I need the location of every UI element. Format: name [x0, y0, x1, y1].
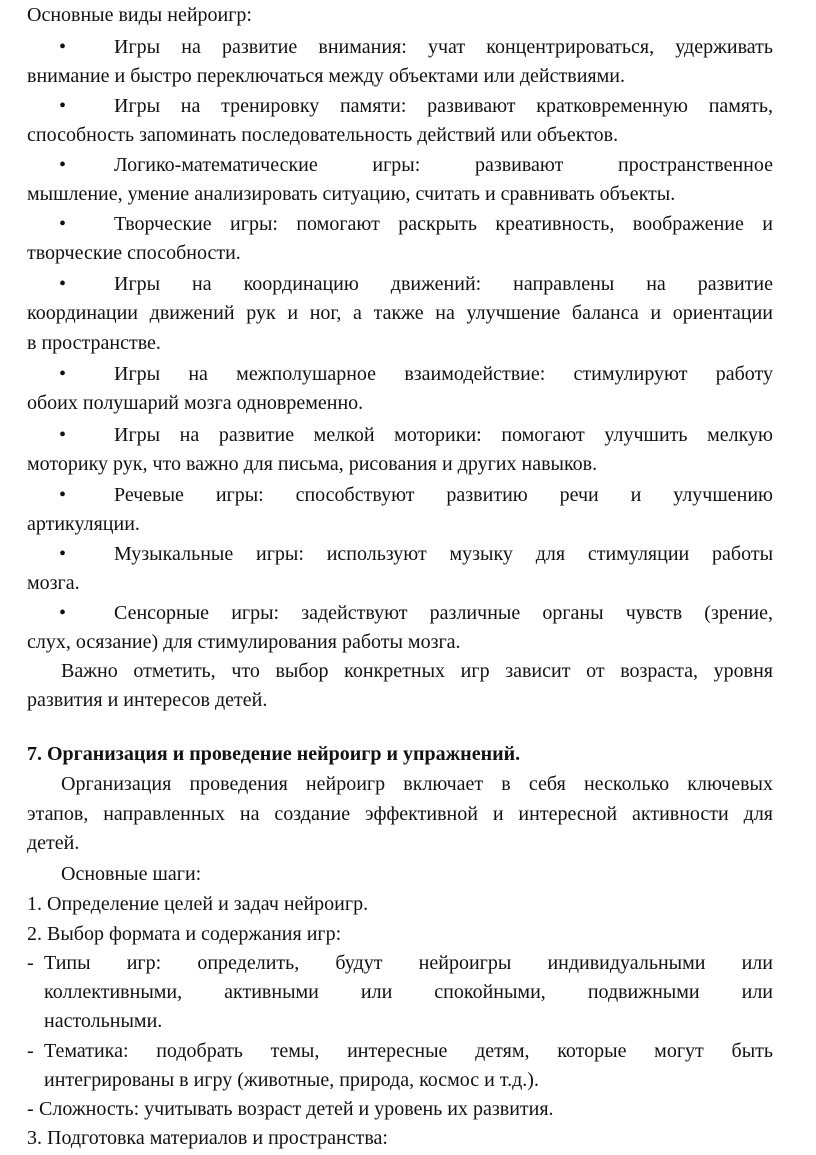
bullet-symbol: • — [59, 36, 67, 58]
intro-text: Основные виды нейроигр: — [27, 4, 252, 26]
bullet-symbol: • — [59, 543, 67, 565]
dash-symbol: - — [27, 1040, 34, 1062]
bullet-symbol: • — [59, 424, 67, 446]
bullet-symbol: • — [59, 484, 67, 506]
section-heading: 7. Организация и проведение нейроигр и упражнений. — [27, 743, 521, 765]
step-3: 3. Подготовка материалов и пространства: — [27, 1127, 388, 1149]
bullet-symbol: • — [59, 602, 67, 624]
dash-symbol: - — [27, 1098, 34, 1120]
step-2: 2. Выбор формата и содержания игр: — [27, 923, 342, 945]
bullet-symbol: • — [59, 154, 67, 176]
bullet-symbol: • — [59, 95, 67, 117]
bullet-symbol: • — [59, 363, 67, 385]
bullet-symbol: • — [59, 213, 67, 235]
steps-label: Основные шаги: — [61, 863, 202, 885]
section-paragraph: Организация проведения нейроигр включает в себя несколько ключевых — [61, 773, 773, 795]
bullet-symbol: • — [59, 273, 67, 295]
dash-symbol: - — [27, 952, 34, 974]
step-1: 1. Определение целей и задач нейроигр. — [27, 893, 369, 915]
document-page: Основные виды нейроигр: • Игры на развитие внимания: учат концентрироваться, удерживать внимание и быстро переключаться между объектами или действиями. • Игры на тренировку памяти: развивают кратковременную память, способность запоминать последовательность действий или объектов. • Логико-математические игры: развивают пространственное мышление, умение анализировать ситуацию, считать и сравнивать объекты. • Творческие игры: помогают раскрыть креативность, воображение и творческие способности. • Игры на координацию движений: направлены на развитие координации движений рук и ног, а также на улучшение баланса и ориентации в пространстве. • Игры на межполушарное взаимодействие: стимулируют работу обоих полушарий мозга одновременно. • Игры на развитие мелкой моторики: помогают улучшить мелкую моторику рук, что важно для письма, рисования и других навыков. • Речевые игры: способствуют развитию речи и улучшению артикуляции. • Музыкальные игры: используют музыку для стимуляции работы мозга. • Сенсорные игры: задействуют различные органы чувств (зрение, слух, осязание) для стимулирования работы мозга. Важно отметить, что выбор конкретных игр зависит от возраста, уровня развития и интересов детей. 7. Организация и проведение нейроигр и упражнений. Организация проведения нейроигр включает в себя несколько ключевых этапов, направленных на создание эффективной и интересной активности для детей. Основные шаги: 1. Определение целей и задач нейроигр. 2. Выбор формата и содержания игр: - Типы игр: определить, будут нейроигры индивидуальными или коллективными, активными или спокойными, подвижными или настольными. - Тематика: подобрать темы, интересные детям, которые могут быть интегрированы в игру (животные, природа, космос и т.д.). - Сложность: учитывать возраст детей и уровень их развития. 3. Подготовка материалов и пространства: — [0, 0, 816, 1155]
note-paragraph: Важно отметить, что выбор конкретных игр зависит от возраста, уровня — [61, 660, 773, 682]
